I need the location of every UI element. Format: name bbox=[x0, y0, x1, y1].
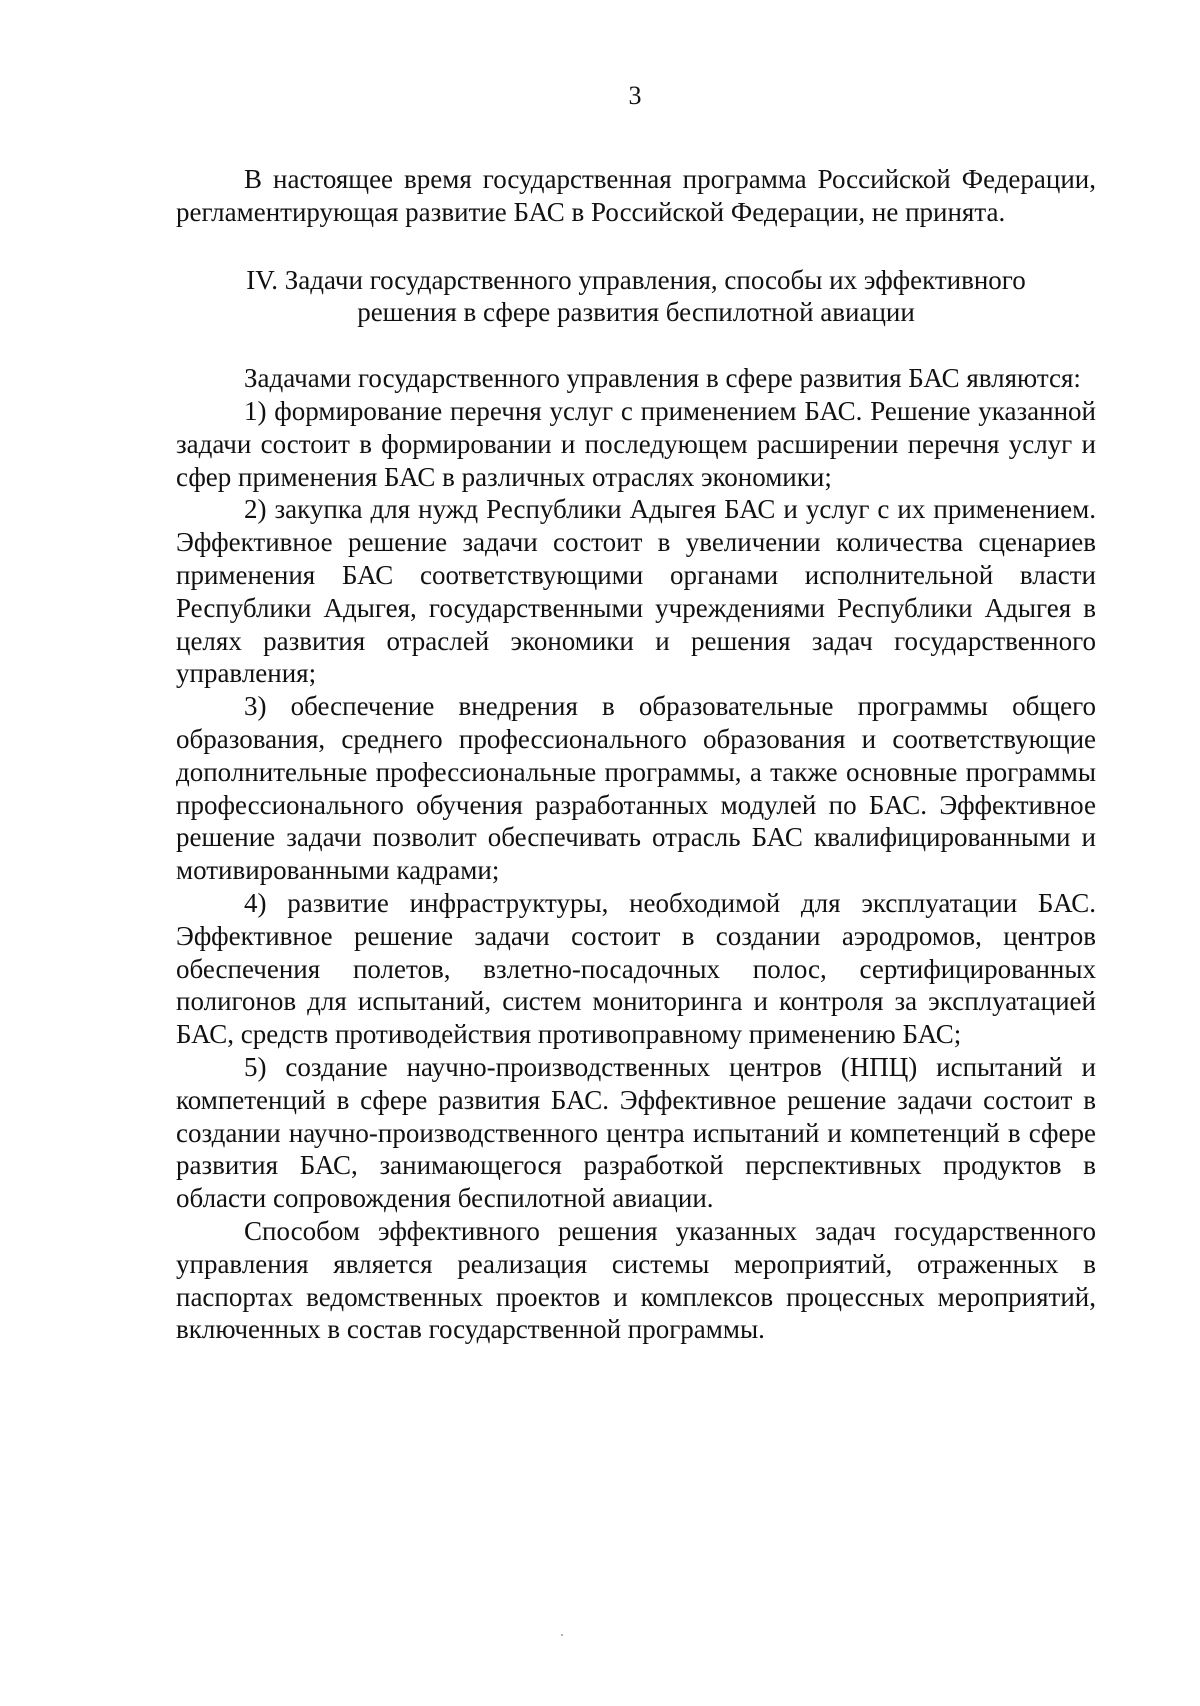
task-item-1: 1) формирование перечня услуг с применением БАС. Решение указанной задачи состоит в формировании и последующем расширении перечня услуг и сфер применения БАС в различных отраслях экономики; bbox=[176, 395, 1096, 492]
intro-paragraph: В настоящее время государственная программа Российской Федерации, регламентирующая развитие БАС в Российской Федерации, не принята. bbox=[176, 164, 1096, 227]
closing-paragraph: Способом эффективного решения указанных задач государственного управления является реализация системы мероприятий, отраженных в паспортах ведомственных проектов и комплексов процессных мероприятий, включенных в состав государственной программы. bbox=[176, 1215, 1096, 1345]
document-body bbox=[176, 163, 1096, 1346]
section-heading bbox=[176, 264, 1096, 330]
task-item-3: 3) обеспечение внедрения в образовательные программы общего образования, среднего профессионального образования и соответствующие дополнительные профессиональные программы, а также основные программы профессионального обучения разработанных модулей по БАС. Эффективное решение задачи позволит обеспечивать отрасль БАС квалифицированными и мотивированными кадрами; bbox=[176, 691, 1096, 886]
section-heading-line-2: решения в сфере развития беспилотной авиации bbox=[357, 297, 915, 328]
section-heading-line-1: IV. Задачи государственного управления, способы их эффективного bbox=[246, 264, 1026, 295]
tasks-intro-paragraph: Задачами государственного управления в сфере развития БАС являются: bbox=[244, 363, 1081, 394]
page-number: 3 bbox=[628, 81, 642, 110]
task-item-5: 5) создание научно-производственных центров (НПЦ) испытаний и компетенций в сфере развития БАС. Эффективное решение задачи состоит в создании научно-производственного центра испытаний и компетенций в сфере развития БАС, занимающегося разработкой перспективных продуктов в области сопровождения беспилотной авиации. bbox=[176, 1051, 1096, 1214]
task-item-2: 2) закупка для нужд Республики Адыгея БАС и услуг с их применением. Эффективное решение задачи состоит в увеличении количества сценариев применения БАС соответствующими органами исполнительной власти Республики Адыгея, государственными учреждениями Республики Адыгея в целях развития отраслей экономики и решения задач государственного управления; bbox=[176, 494, 1096, 689]
scan-speck bbox=[561, 1634, 563, 1636]
task-item-4: 4) развитие инфраструктуры, необходимой для эксплуатации БАС. Эффективное решение задачи состоит в создании аэродромов, центров обеспечения полетов, взлетно-посадочных полос, сертифицированных полигонов для испытаний, систем мониторинга и контроля за эксплуатацией БАС, средств противодействия противоправному применению БАС; bbox=[176, 887, 1096, 1050]
